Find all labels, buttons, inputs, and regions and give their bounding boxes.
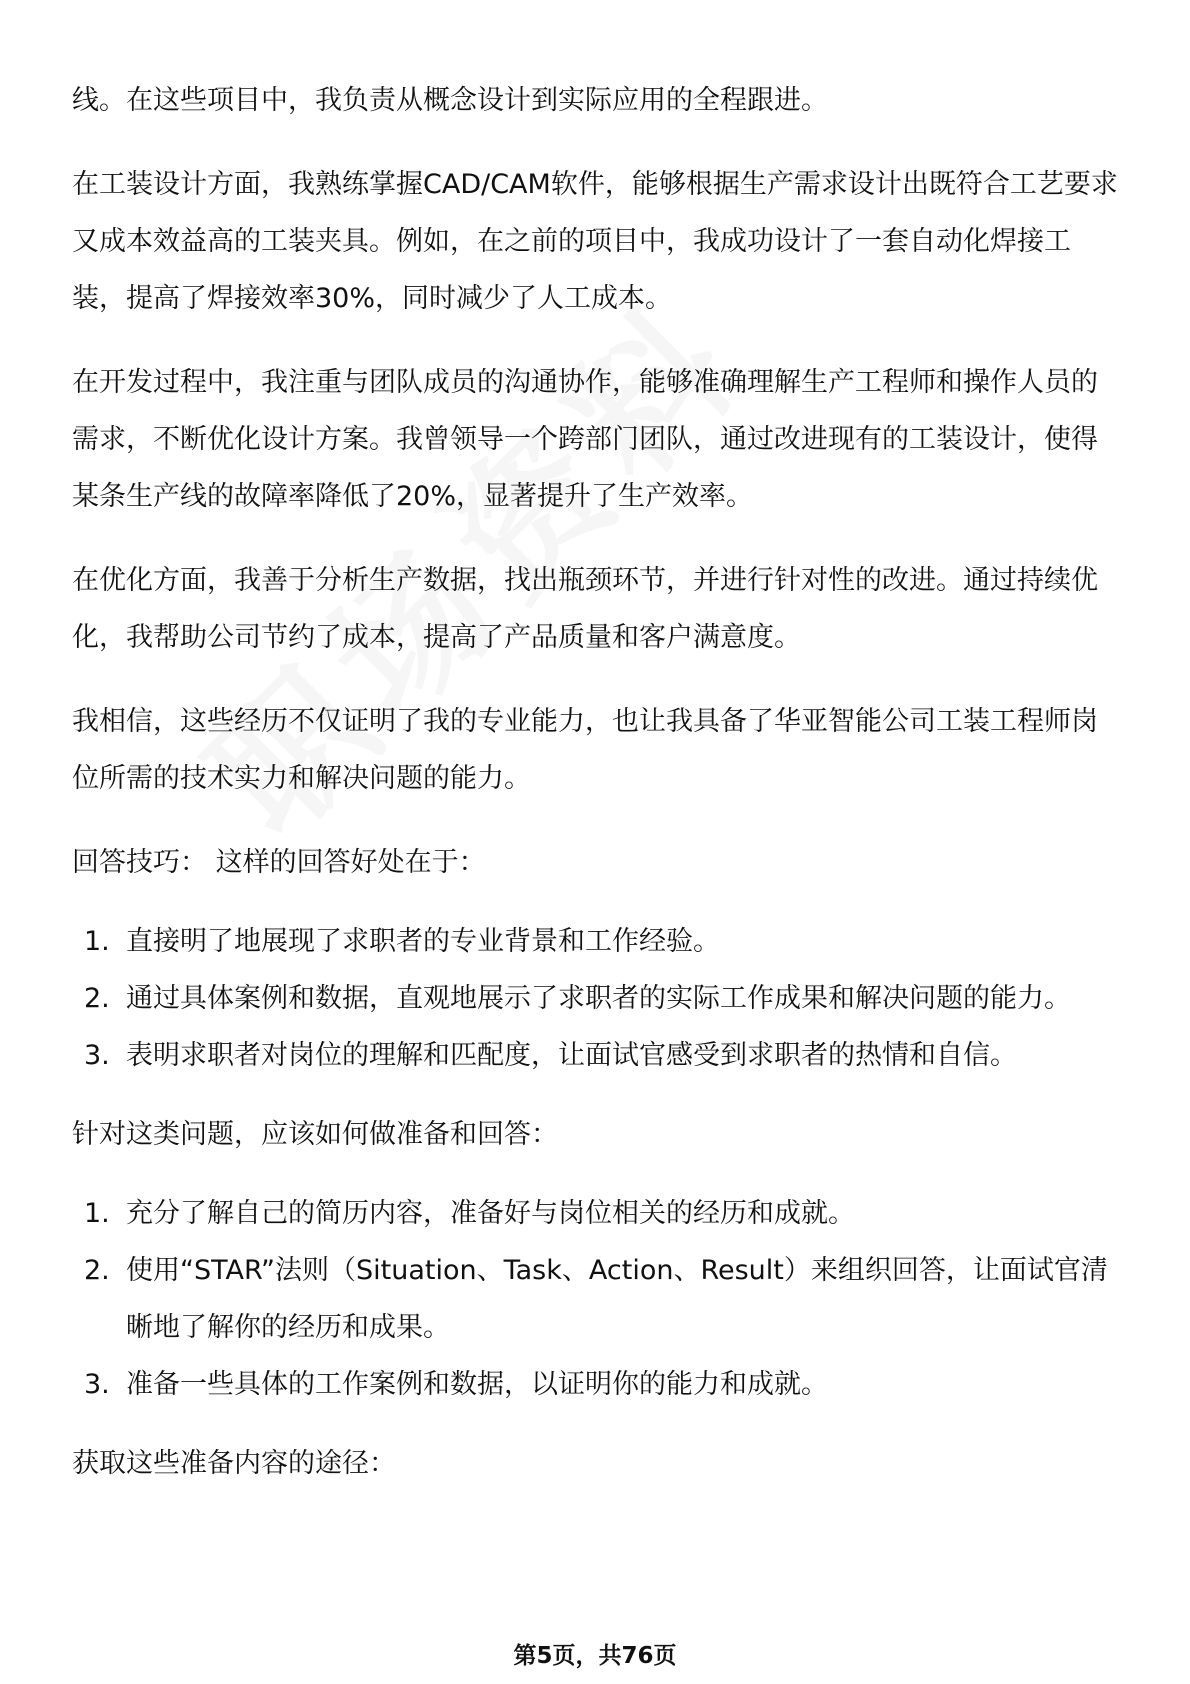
list-number: 1. (84, 1198, 110, 1229)
list-item (72, 913, 1122, 970)
list-item-text: 通过具体案例和数据，直观地展示了求职者的实际工作成果和解决问题的能力。 (126, 983, 1071, 1014)
list-number: 2. (84, 983, 110, 1014)
paragraph-conclusion: 我相信，这些经历不仅证明了我的专业能力，也让我具备了华亚智能公司工装工程师岗位所需的技术实力和解决问题的能力。 (72, 706, 1098, 794)
tips-list (72, 913, 1122, 1084)
list-item (72, 1356, 1122, 1413)
list-number: 3. (84, 1040, 110, 1071)
document-body (72, 72, 1122, 1514)
prep-heading: 针对这类问题，应该如何做准备和回答： (72, 1119, 558, 1150)
list-item (72, 1185, 1122, 1242)
paragraph-tooling-design: 在工装设计方面，我熟练掌握CAD/CAM软件，能够根据生产需求设计出既符合工艺要求又成本效益高的工装夹具。例如，在之前的项目中，我成功设计了一套自动化焊接工装，提高了焊接效率30%，同时减少了人工成本。 (72, 169, 1118, 314)
tips-heading: 回答技巧： 这样的回答好处在于： (72, 847, 486, 878)
prep-list (72, 1185, 1122, 1413)
list-item (72, 1242, 1122, 1356)
list-item (72, 970, 1122, 1027)
list-item (72, 1027, 1122, 1084)
list-item-text: 充分了解自己的简历内容，准备好与岗位相关的经历和成就。 (126, 1198, 855, 1229)
list-item-text: 直接明了地展现了求职者的专业背景和工作经验。 (126, 926, 720, 957)
list-number: 1. (84, 926, 110, 957)
list-item-text: 使用“STAR”法则（Situation、Task、Action、Result）来组织回答，让面试官清晰地了解你的经历和成果。 (126, 1255, 1108, 1343)
page-number: 第5页，共76页 (513, 1643, 677, 1669)
paragraph-development: 在开发过程中，我注重与团队成员的沟通协作，能够准确理解生产工程师和操作人员的需求，不断优化设计方案。我曾领导一个跨部门团队，通过改进现有的工装设计，使得某条生产线的故障率降低了20%，显著提升了生产效率。 (72, 367, 1098, 512)
list-number: 2. (84, 1255, 110, 1286)
list-item-text: 表明求职者对岗位的理解和匹配度，让面试官感受到求职者的热情和自信。 (126, 1040, 1017, 1071)
list-number: 3. (84, 1369, 110, 1400)
paragraph-optimization: 在优化方面，我善于分析生产数据，找出瓶颈环节，并进行针对性的改进。通过持续优化，我帮助公司节约了成本，提高了产品质量和客户满意度。 (72, 565, 1098, 653)
sources-heading: 获取这些准备内容的途径： (72, 1448, 396, 1479)
list-item-text: 准备一些具体的工作案例和数据，以证明你的能力和成就。 (126, 1369, 828, 1400)
paragraph-intro-end: 线。在这些项目中，我负责从概念设计到实际应用的全程跟进。 (72, 85, 828, 116)
